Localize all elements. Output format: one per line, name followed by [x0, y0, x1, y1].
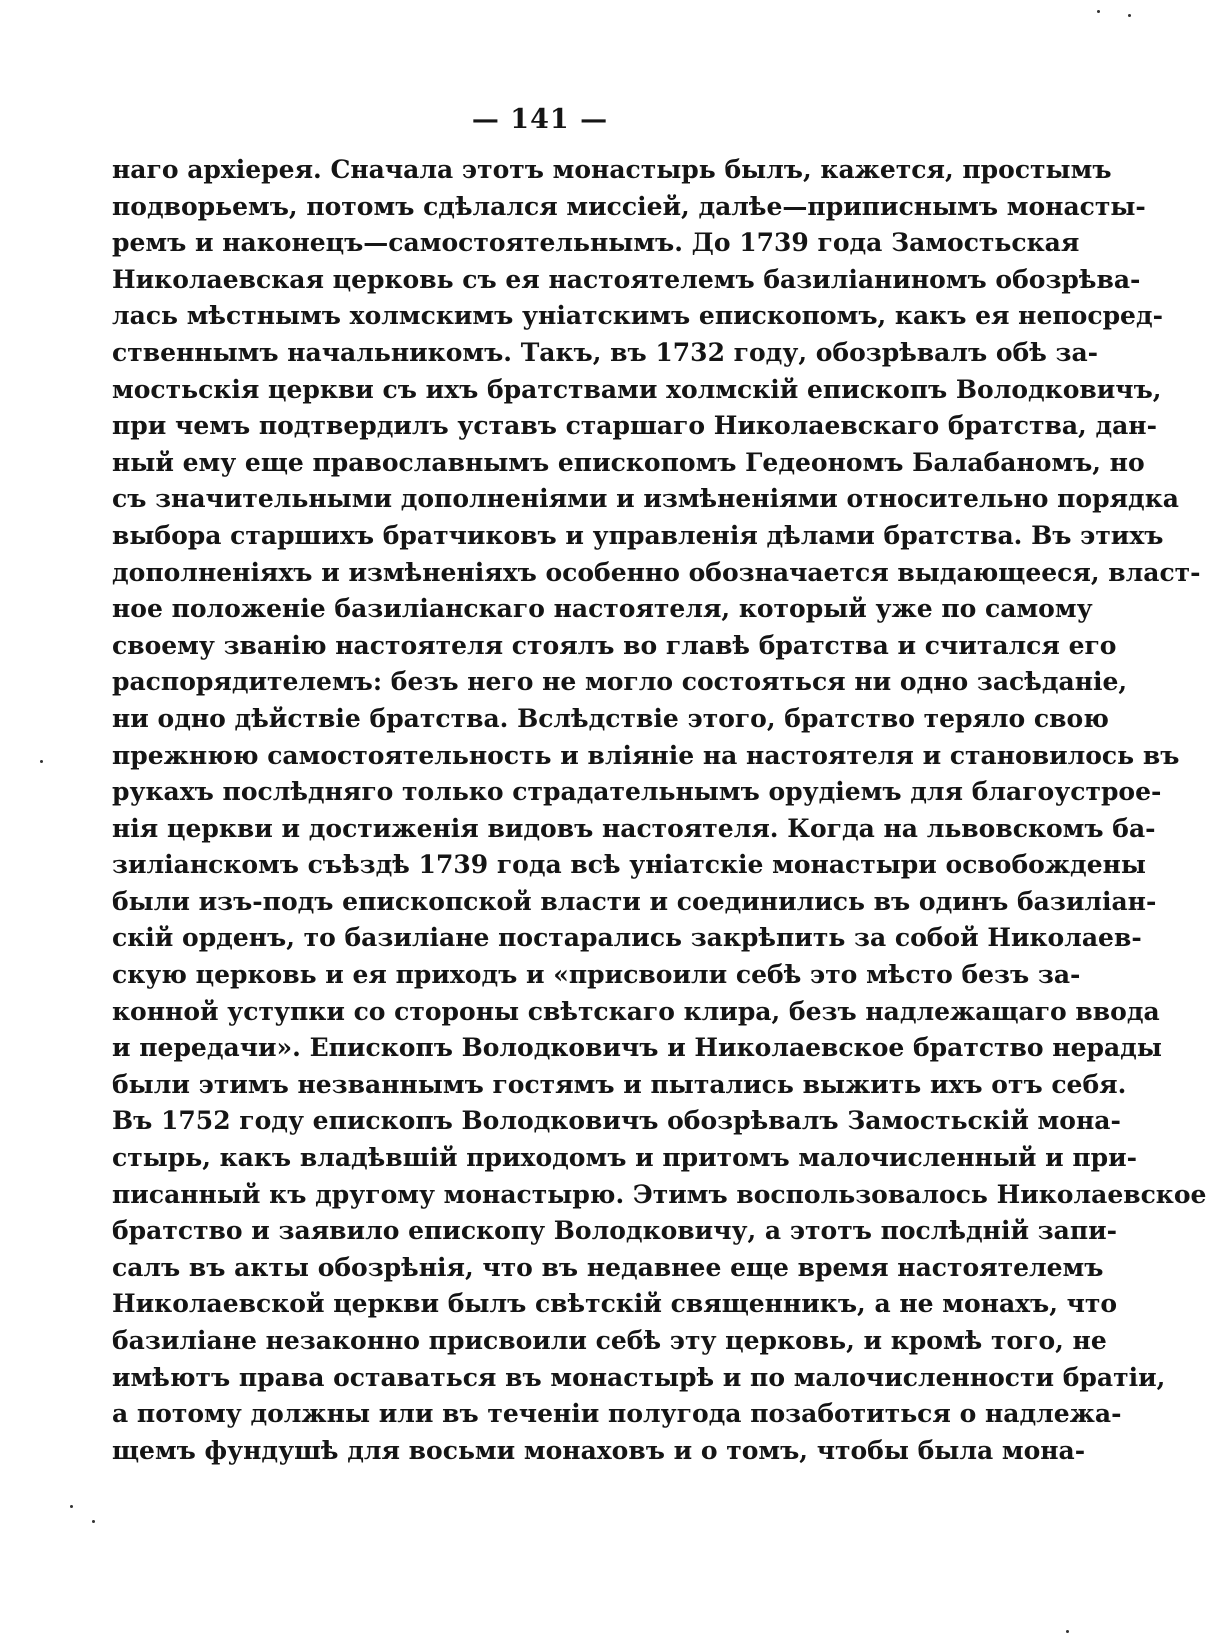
scan-speck — [40, 760, 43, 763]
body-text — [112, 152, 1206, 1469]
text-line: наго архіерея. Сначала этотъ монастырь былъ, кажется, простымъ — [112, 155, 1112, 184]
text-line: ное положеніе базиліанскаго настоятеля, который уже по самому — [112, 594, 1093, 624]
text-line: щемъ фундушѣ для восьми монаховъ и о томъ, чтобы была мона- — [112, 1435, 1086, 1465]
text-line: Николаевская церковь съ ея настоятелемъ базиліаниномъ обозрѣва- — [112, 264, 1141, 294]
scan-speck — [1128, 14, 1131, 17]
text-line: зиліанскомъ съѣздѣ 1739 года всѣ уніатскіе монастыри освобождены — [112, 850, 1146, 880]
text-line: имѣютъ права оставаться въ монастырѣ и по малочисленности братіи, — [112, 1362, 1166, 1392]
text-line: прежнюю самостоятельность и вліяніе на настоятеля и становилось въ — [112, 740, 1180, 770]
scan-speck — [1097, 10, 1100, 13]
text-line: ремъ и наконецъ—самостоятельнымъ. До 1739 года Замостьская — [112, 228, 1080, 258]
text-line: дополненіяхъ и измѣненіяхъ особенно обозначается выдающееся, власт- — [112, 557, 1201, 587]
text-line: Николаевской церкви былъ свѣтскій священникъ, а не монахъ, что — [112, 1289, 1118, 1319]
text-line: конной уступки со стороны свѣтскаго клира, безъ надлежащаго ввода — [112, 996, 1160, 1026]
text-line: скій орденъ, то базиліане постарались закрѣпить за собой Николаев- — [112, 923, 1142, 953]
text-line: ственнымъ начальникомъ. Такъ, въ 1732 году, обозрѣвалъ обѣ за- — [112, 337, 1099, 367]
text-line: ни одно дѣйствіе братства. Вслѣдствіе этого, братство теряло свою — [112, 703, 1109, 733]
text-line: мостьскія церкви съ ихъ братствами холмскій епископъ Володковичъ, — [112, 374, 1162, 404]
text-line: были этимъ незваннымъ гостямъ и пытались выжить ихъ отъ себя. — [112, 1069, 1127, 1099]
text-line: выбора старшихъ братчиковъ и управленія дѣлами братства. Въ этихъ — [112, 520, 1164, 550]
text-line: и передачи». Епископъ Володковичъ и Николаевское братство нерады — [112, 1033, 1162, 1063]
text-line: базиліане незаконно присвоили себѣ эту церковь, и кромѣ того, не — [112, 1326, 1107, 1355]
text-line: братство и заявило епископу Володковичу, а этотъ послѣдній запи- — [112, 1216, 1118, 1246]
text-line: лась мѣстнымъ холмскимъ уніатскимъ епископомъ, какъ ея непосред- — [112, 301, 1163, 331]
text-line: Въ 1752 году епископъ Володковичъ обозрѣвалъ Замостьскій мона- — [112, 1106, 1121, 1136]
text-line: стырь, какъ владѣвшій приходомъ и притомъ малочисленный и при- — [112, 1143, 1138, 1173]
text-line: скую церковь и ея приходъ и «присвоили себѣ это мѣсто безъ за- — [112, 960, 1081, 990]
text-line: распорядителемъ: безъ него не могло состояться ни одно засѣданіе, — [112, 667, 1128, 697]
text-line: своему званію настоятеля стоялъ во главѣ братства и считался его — [112, 630, 1117, 660]
text-line: при чемъ подтвердилъ уставъ старшаго Николаевскаго братства, дан- — [112, 411, 1157, 441]
text-line: салъ въ акты обозрѣнія, что въ недавнее еще время настоятелемъ — [112, 1252, 1104, 1282]
text-line: нія церкви и достиженія видовъ настоятеля. Когда на львовскомъ ба- — [112, 813, 1156, 843]
text-line: съ значительными дополненіями и измѣненіями относительно порядка — [112, 484, 1179, 514]
text-line: были изъ-подъ епископской власти и соединились въ одинъ базиліан- — [112, 886, 1157, 916]
scan-speck — [1066, 1630, 1069, 1633]
text-line: писанный къ другому монастырю. Этимъ воспользовалось Николаевское — [112, 1179, 1206, 1209]
scan-speck — [92, 1520, 95, 1523]
scan-speck — [70, 1505, 73, 1508]
page-number: — 141 — — [471, 104, 609, 135]
text-line: ный ему еще православнымъ епископомъ Гедеономъ Балабаномъ, но — [112, 447, 1145, 477]
text-line: подворьемъ, потомъ сдѣлался миссіей, далѣе—приписнымъ монасты- — [112, 191, 1146, 221]
text-line: а потому должны или въ теченіи полугода позаботиться о надлежа- — [112, 1399, 1122, 1429]
text-line: рукахъ послѣдняго только страдательнымъ орудіемъ для благоустрое- — [112, 777, 1162, 807]
